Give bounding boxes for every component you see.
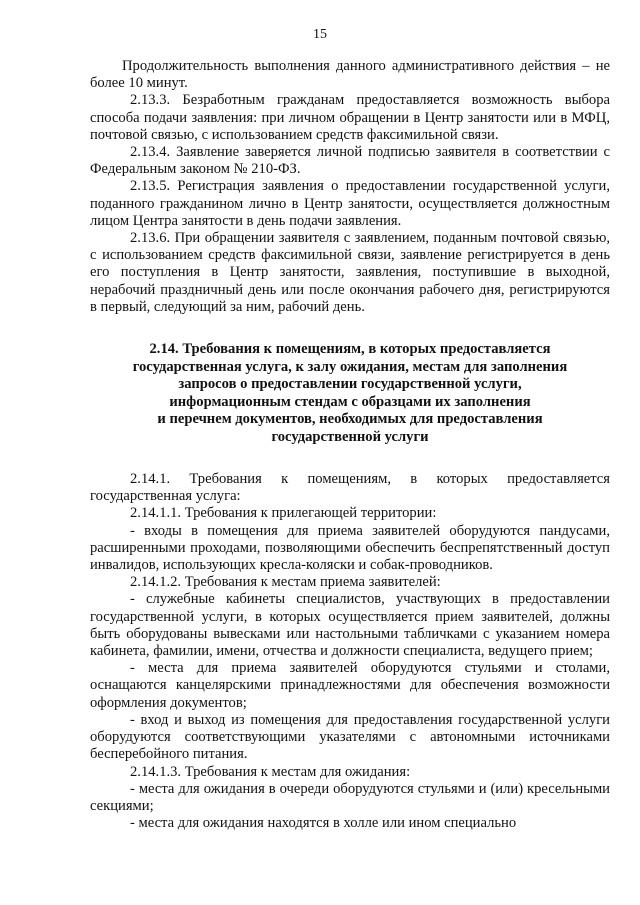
list-item-waiting-seats: - места для ожидания в очереди оборудуются стульями и (или) кресельными секциями;	[90, 780, 610, 814]
paragraph-2-14-1: 2.14.1. Требования к помещениям, в которых предоставляется государственная услуга:	[90, 471, 610, 505]
section-heading-2-14	[90, 341, 610, 446]
heading-line: запросов о предоставлении государственной услуги,	[178, 376, 522, 393]
paragraph-2-14-1-3: 2.14.1.3. Требования к местам для ожидания:	[130, 763, 411, 780]
heading-line: государственная услуга, к залу ожидания, местам для заполнения	[132, 358, 568, 375]
heading-line: государственной услуги	[271, 428, 429, 445]
paragraph-2-13-5: 2.13.5. Регистрация заявления о предоставлении государственной услуги, поданного гражданином лично в Центр занятости, осуществляется должностным лицом Центра занятости в день подачи заявления.	[90, 178, 610, 229]
page-number: 15	[313, 27, 327, 42]
heading-line: информационным стендам с образцами их заполнения	[169, 393, 531, 410]
paragraph-2-13-3: 2.13.3. Безработным гражданам предоставляется возможность выбора способа подачи заявления: при личном обращении в Центр занятости или в МФЦ, почтовой связью, с использованием средств факсимильной связи.	[90, 92, 610, 143]
list-item-reception-places: - места для приема заявителей оборудуются стульями и столами, оснащаются канцелярскими принадлежностями для обеспечения возможности оформления документов;	[90, 660, 610, 711]
paragraph-2-13-6: 2.13.6. При обращении заявителя с заявлением, поданным почтовой связью, с использованием средств факсимильной связи, заявление регистрируется в день его поступления в Центр занятости, заявления, поступившие в выходной, нерабочий праздничный день или после окончания рабочего дня, регистрируются в первый, следующий за ним, рабочий день.	[90, 230, 610, 315]
document-body	[90, 58, 610, 832]
list-item-entry-exit: - вход и выход из помещения для предоставления государственной услуги оборудуются соответствующими указателями с автономными источниками бесперебойного питания.	[90, 711, 610, 763]
heading-line: 2.14. Требования к помещениям, в которых предоставляется	[149, 341, 551, 358]
paragraph-2-14-1-2: 2.14.1.2. Требования к местам приема заявителей:	[130, 574, 441, 591]
heading-line: и перечнем документов, необходимых для предоставления	[157, 411, 543, 428]
list-item-offices: - служебные кабинеты специалистов, участвующих в предоставлении государственной услуги, в которых осуществляется прием заявителей, должны быть оборудованы вывесками или настольными табличками с указанием номера кабинета, фамилии, имени, отчества и должности специалиста, ведущего прием;	[90, 591, 610, 660]
paragraph-duration-continuation: Продолжительность выполнения данного административного действия – не более 10 минут.	[90, 58, 610, 92]
list-item-waiting-hall: - места для ожидания находятся в холле или ином специально	[130, 815, 517, 832]
paragraph-2-13-4: 2.13.4. Заявление заверяется личной подписью заявителя в соответствии с Федеральным законом № 210-ФЗ.	[90, 144, 610, 178]
paragraph-2-14-1-1: 2.14.1.1. Требования к прилегающей территории:	[130, 505, 437, 522]
list-item-entrances: - входы в помещения для приема заявителей оборудуются пандусами, расширенными проходами, позволяющими обеспечить беспрепятственный доступ инвалидов, использующих кресла-коляски и собак-проводников.	[90, 522, 610, 574]
